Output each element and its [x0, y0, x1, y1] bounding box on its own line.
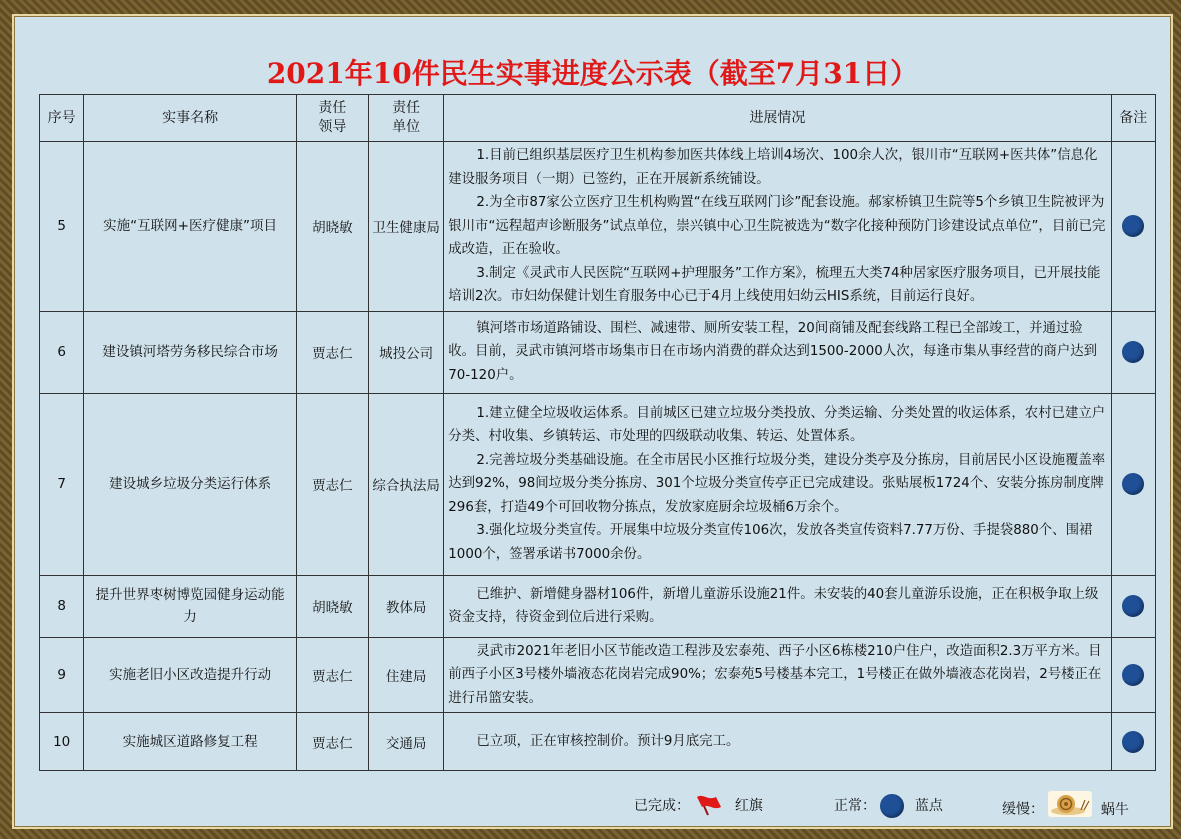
- sheet: [12, 14, 1173, 829]
- legend-slow: [1002, 791, 1129, 821]
- table-row: [40, 393, 1156, 575]
- progress-paragraph: 1.建立健全垃圾收运体系。目前城区已建立垃圾分类投放、分类运输、分类处置的收运体系，农村已建立户分类、村收集、乡镇转运、市处理的四级联动收集、转运、处置体系。: [448, 405, 1106, 445]
- row-unit: 城投公司: [369, 311, 444, 393]
- row-progress: [444, 311, 1111, 393]
- progress-table: [39, 94, 1156, 771]
- row-no: 6: [40, 311, 84, 393]
- row-progress: [444, 142, 1111, 312]
- blue-dot-icon: [1122, 595, 1144, 617]
- row-no: 9: [40, 637, 84, 713]
- row-unit: 卫生健康局: [369, 142, 444, 312]
- table-row: [40, 311, 1156, 393]
- snail-icon: [1048, 791, 1092, 828]
- row-status: [1111, 393, 1155, 575]
- table-row: [40, 713, 1156, 771]
- header-leader: [296, 95, 368, 142]
- blue-dot-icon: [1122, 215, 1144, 237]
- row-unit: 交通局: [369, 713, 444, 771]
- legend: [634, 791, 1154, 821]
- row-name: 实施“互联网+医疗健康”项目: [84, 142, 296, 312]
- row-leader: 胡晓敏: [296, 142, 368, 312]
- row-unit: 住建局: [369, 637, 444, 713]
- progress-paragraph: 灵武市2021年老旧小区节能改造工程涉及宏泰苑、西子小区6栋楼210户住户，改造面积2.3万平方米。目前西子小区3号楼外墙液态花岗岩完成90%；宏泰苑5号楼基本完工，1号楼正在做外墙液态花岗岩，2号楼正在进行吊篮安装。: [448, 643, 1102, 706]
- progress-paragraph: 3.制定《灵武市人民医院“互联网+护理服务”工作方案》，梳理五大类74种居家医疗服务项目，已开展技能培训2次。市妇幼保健计划生育服务中心已于4月上线使用妇幼云HIS系统，目前运行良好。: [448, 265, 1101, 304]
- progress-paragraph: 3.强化垃圾分类宣传。开展集中垃圾分类宣传106次，发放各类宣传资料7.77万份、手提袋880个、围裙1000个，签署承诺书7000余份。: [448, 523, 1093, 562]
- legend-slow-label: 缓慢：: [1002, 801, 1044, 818]
- legend-normal-label: 正常：: [834, 798, 876, 814]
- row-progress: [444, 713, 1111, 771]
- row-status: [1111, 311, 1155, 393]
- row-name: 建设镇河塔劳务移民综合市场: [84, 311, 296, 393]
- progress-paragraph: 2.为全市87家公立医疗卫生机构购置“在线互联网门诊”配套设施。郝家桥镇卫生院等5个乡镇卫生院被评为银川市“远程超声诊断服务”试点单位，崇兴镇中心卫生院被选为“数字化接种预防门诊建设试点单位”，目前已完成改造，正在验收。: [448, 195, 1106, 257]
- row-leader: 贾志仁: [296, 311, 368, 393]
- row-name: 提升世界枣树博览园健身运动能力: [84, 575, 296, 637]
- table-header-row: [40, 95, 1156, 142]
- red-flag-icon: [694, 793, 724, 819]
- progress-paragraph: 2.完善垃圾分类基础设施。在全市居民小区推行垃圾分类，建设分类亭及分拣房，目前居民小区设施覆盖率达到92%，98间垃圾分类分拣房、301个垃圾分类宣传亭正已完成建设。张贴展板1724个、安装分拣房制度牌296套，打造49个可回收物分拣点，发放家庭厨余垃圾桶6万余个。: [448, 452, 1106, 515]
- header-note: 备注: [1111, 95, 1155, 142]
- row-leader: 贾志仁: [296, 637, 368, 713]
- row-unit: 综合执法局: [369, 393, 444, 575]
- row-name: 实施城区道路修复工程: [84, 713, 296, 771]
- header-leader-line2: 领导: [318, 119, 347, 135]
- row-status: [1111, 575, 1155, 637]
- row-status: [1111, 713, 1155, 771]
- row-unit: 教体局: [369, 575, 444, 637]
- row-progress: [444, 637, 1111, 713]
- row-no: 10: [40, 713, 84, 771]
- legend-normal: [834, 791, 943, 821]
- header-unit-line2: 单位: [392, 119, 421, 135]
- row-no: 8: [40, 575, 84, 637]
- row-name: 建设城乡垃圾分类运行体系: [84, 393, 296, 575]
- header-progress: 进展情况: [444, 95, 1111, 142]
- row-leader: 胡晓敏: [296, 575, 368, 637]
- row-progress: [444, 575, 1111, 637]
- row-no: 5: [40, 142, 84, 312]
- row-status: [1111, 142, 1155, 312]
- legend-normal-text: 蓝点: [914, 798, 943, 814]
- table-row: [40, 575, 1156, 637]
- legend-done: [634, 791, 763, 821]
- progress-paragraph: 已维护、新增健身器材106件，新增儿童游乐设施21件。未安装的40套儿童游乐设施，正在积极争取上级资金支持，待资金到位后进行采购。: [448, 586, 1099, 625]
- progress-paragraph: 1.目前已组织基层医疗卫生机构参加医共体线上培训4场次、100余人次，银川市“互联网+医共体”信息化建设服务项目（一期）已签约，正在开展新系统铺设。: [448, 148, 1098, 187]
- blue-dot-icon: [880, 794, 904, 818]
- table-row: [40, 637, 1156, 713]
- legend-done-text: 红旗: [734, 798, 763, 814]
- blue-dot-icon: [1122, 341, 1144, 363]
- legend-done-label: 已完成：: [634, 798, 690, 814]
- header-name: 实事名称: [84, 95, 296, 142]
- row-leader: 贾志仁: [296, 713, 368, 771]
- table-row: [40, 142, 1156, 312]
- row-no: 7: [40, 393, 84, 575]
- row-name: 实施老旧小区改造提升行动: [84, 637, 296, 713]
- blue-dot-icon: [1122, 664, 1144, 686]
- blue-dot-icon: [1122, 473, 1144, 495]
- row-progress: [444, 393, 1111, 575]
- progress-paragraph: 已立项，正在审核控制价。预计9月底完工。: [476, 733, 740, 749]
- page-title: 2021年10件民生实事进度公示表（截至7月31日）: [266, 57, 919, 90]
- row-status: [1111, 637, 1155, 713]
- header-leader-line1: 责任: [318, 100, 347, 116]
- blue-dot-icon: [1122, 731, 1144, 753]
- legend-slow-text: 蜗牛: [1100, 801, 1129, 818]
- header-no: 序号: [40, 95, 84, 142]
- header-unit-line1: 责任: [392, 100, 421, 116]
- row-leader: 贾志仁: [296, 393, 368, 575]
- header-unit: [369, 95, 444, 142]
- progress-paragraph: 镇河塔市场道路铺设、围栏、减速带、厕所安装工程，20间商铺及配套线路工程已全部竣工，并通过验收。目前，灵武市镇河塔市场集市日在市场内消费的群众达到1500-2000人次，每逢市集从事经营的商户达到70-120户。: [448, 320, 1098, 383]
